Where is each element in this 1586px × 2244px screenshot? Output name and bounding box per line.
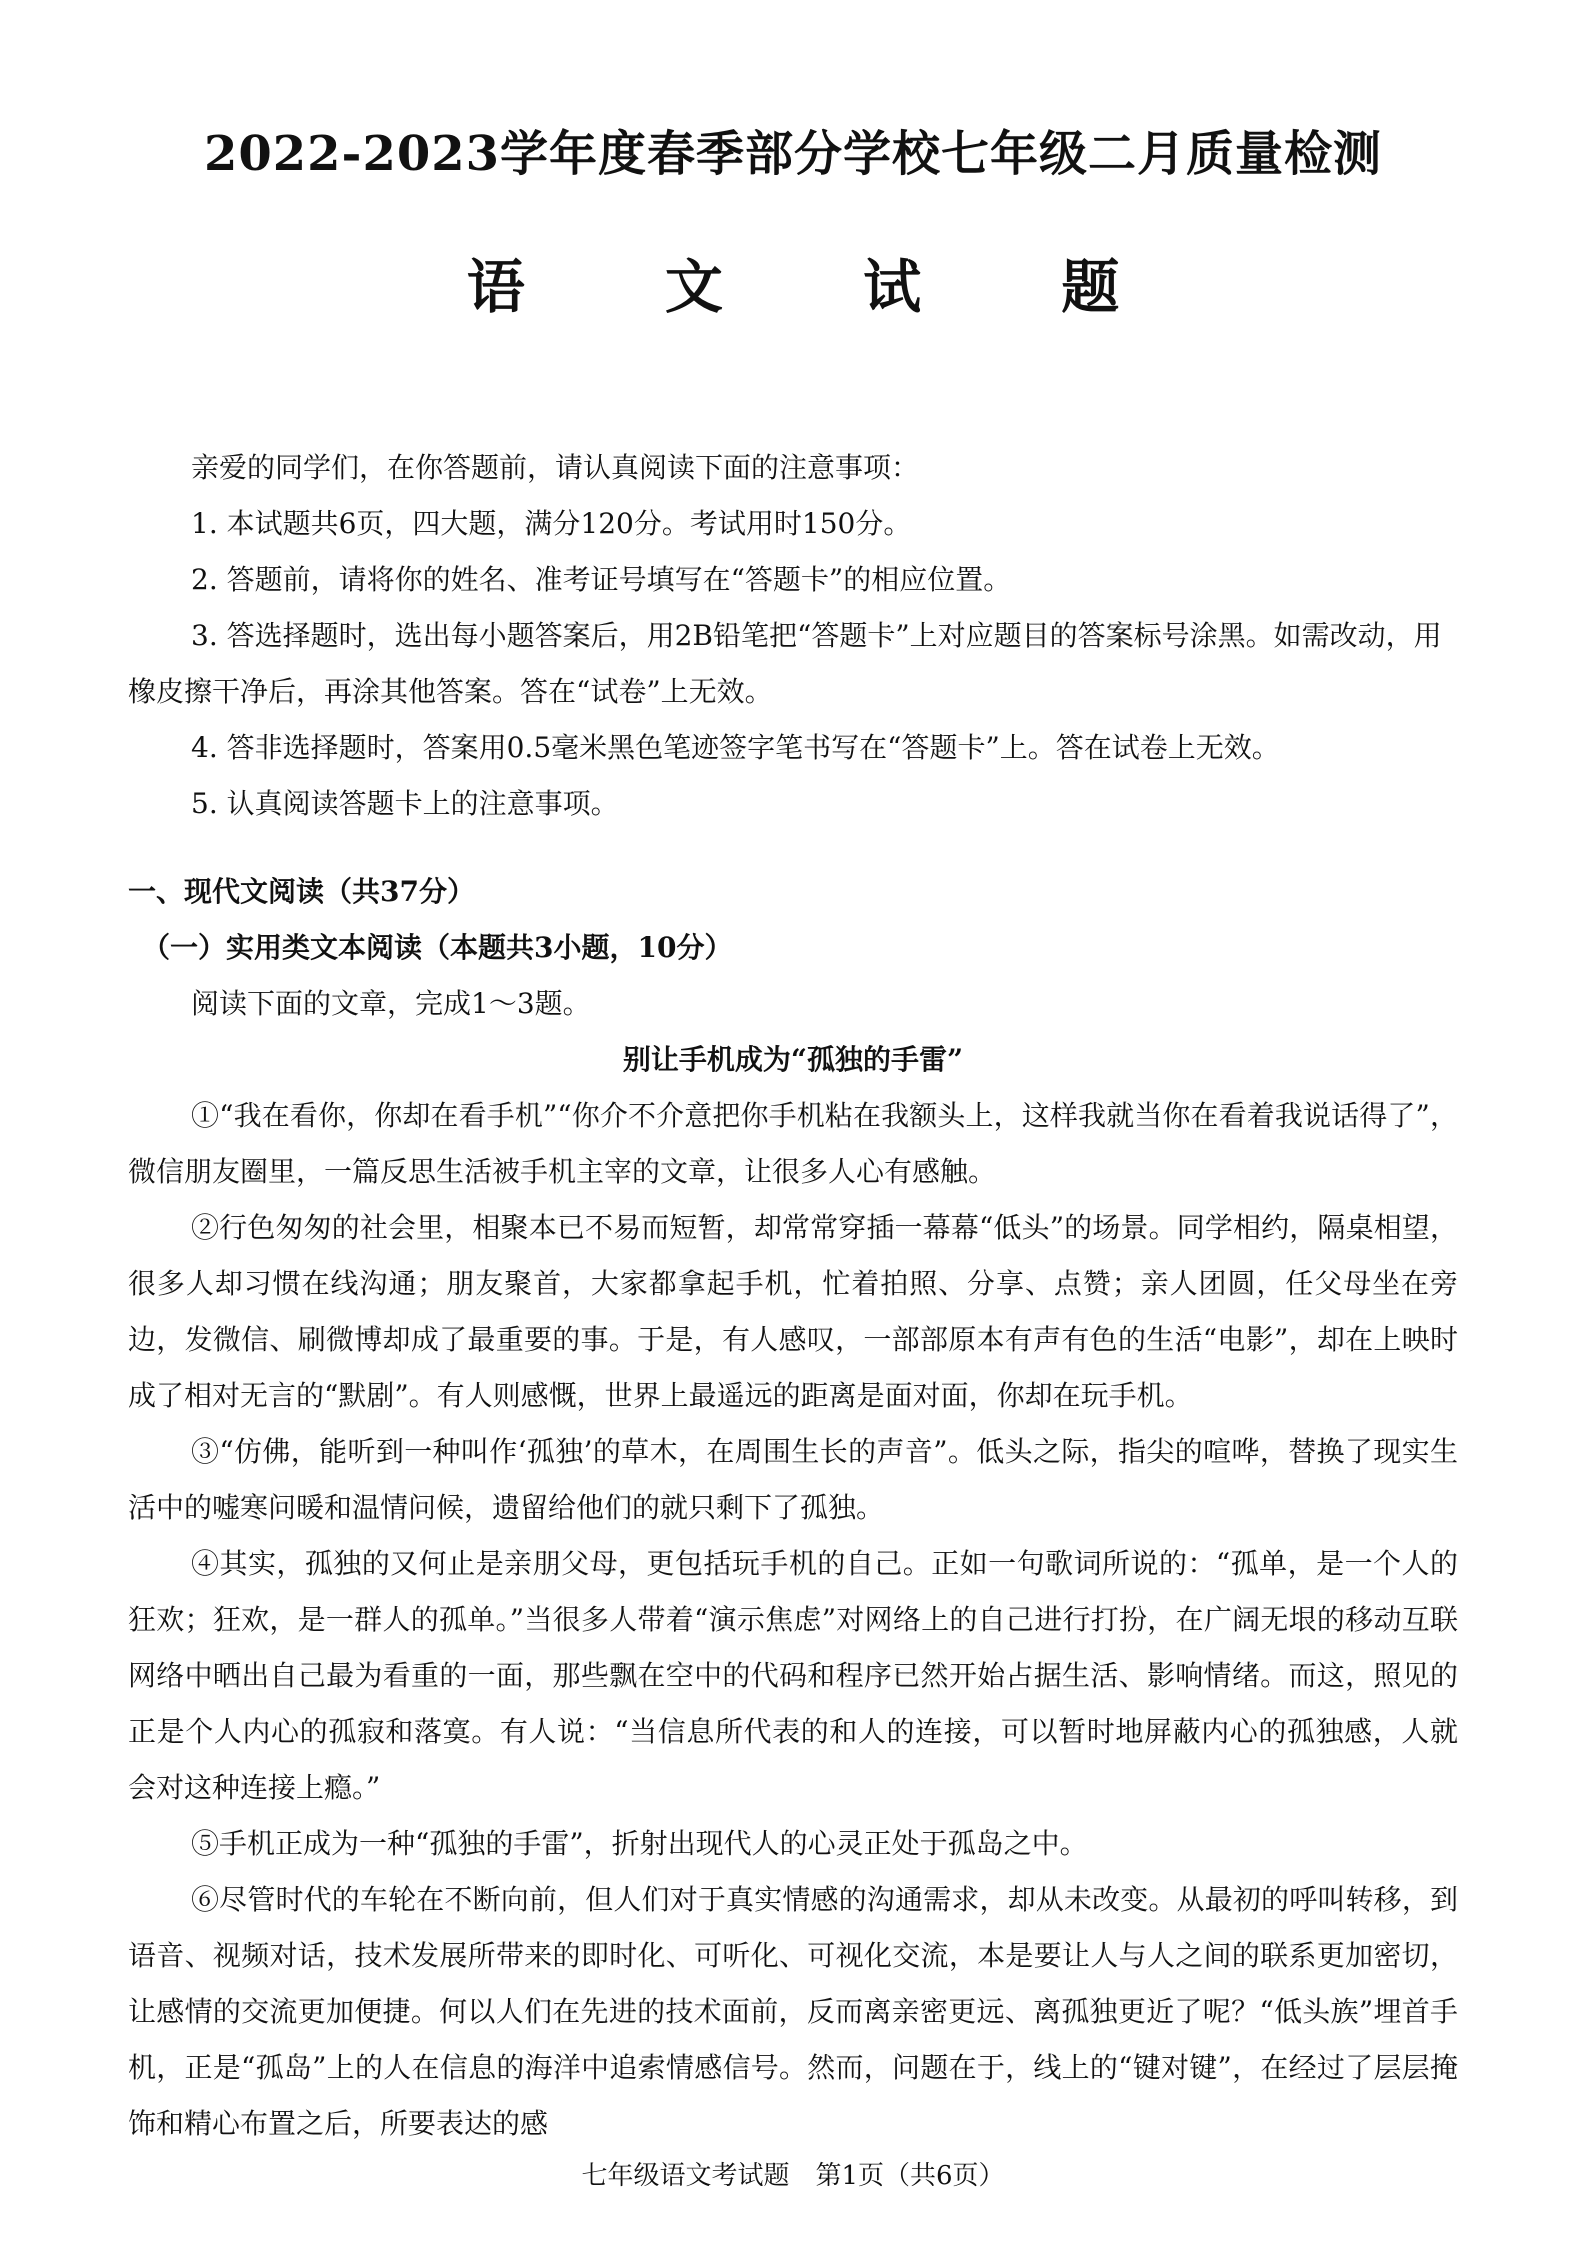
notice-block (128, 440, 1458, 832)
notice-item: 5. 认真阅读答题卡上的注意事项。 (191, 787, 619, 820)
article-title: 别让手机成为“孤独的手雷” (622, 1043, 964, 1076)
notice-item: 3. 答选择题时，选出每小题答案后，用2B铅笔把“答题卡”上对应题目的答案标号涂黑。如需改动，用橡皮擦干净后，再涂其他答案。答在“试卷”上无效。 (128, 619, 1442, 708)
section-instruction: 阅读下面的文章，完成1～3题。 (191, 987, 591, 1020)
notice-item: 2. 答题前，请将你的姓名、准考证号填写在“答题卡”的相应位置。 (191, 563, 1012, 596)
section-subheading: （一）实用类文本阅读（本题共3小题，10分） (142, 931, 733, 964)
article-paragraph: ②行色匆匆的社会里，相聚本已不易而短暂，却常常穿插一幕幕“低头”的场景。同学相约，隔桌相望，很多人却习惯在线沟通；朋友聚首，大家都拿起手机，忙着拍照、分享、点赞；亲人团圆，任父母坐在旁边，发微信、刷微博却成了最重要的事。于是，有人感叹，一部部原本有声有色的生活“电影”，却在上映时成了相对无言的“默剧”。有人则感慨，世界上最遥远的距离是面对面，你却在玩手机。 (128, 1211, 1458, 1412)
article-paragraph: ①“我在看你，你却在看手机”“你介不介意把你手机粘在我额头上，这样我就当你在看着我说话得了”，微信朋友圈里，一篇反思生活被手机主宰的文章，让很多人心有感触。 (128, 1099, 1458, 1188)
exam-title: 2022-2023学年度春季部分学校七年级二月质量检测 (203, 126, 1383, 182)
reading-section (128, 864, 1458, 2152)
article-paragraph: ⑤手机正成为一种“孤独的手雷”，折射出现代人的心灵正处于孤岛之中。 (191, 1827, 1088, 1860)
article-paragraph: ④其实，孤独的又何止是亲朋父母，更包括玩手机的自己。正如一句歌词所说的：“孤单，是一个人的狂欢；狂欢，是一群人的孤单。”当很多人带着“演示焦虑”对网络上的自己进行打扮，在广阔无垠的移动互联网络中晒出自己最为看重的一面，那些飘在空中的代码和程序已然开始占据生活、影响情绪。而这，照见的正是个人内心的孤寂和落寞。有人说：“当信息所代表的和人的连接，可以暂时地屏蔽内心的孤独感，人就会对这种连接上瘾。” (128, 1547, 1458, 1804)
article-paragraph: ⑥尽管时代的车轮在不断向前，但人们对于真实情感的沟通需求，却从未改变。从最初的呼叫转移，到语音、视频对话，技术发展所带来的即时化、可听化、可视化交流，本是要让人与人之间的联系更加密切，让感情的交流更加便捷。何以人们在先进的技术面前，反而离亲密更远、离孤独更近了呢？“低头族”埋首手机，正是“孤岛”上的人在信息的海洋中追索情感信号。然而，问题在于，线上的“键对键”，在经过了层层掩饰和精心布置之后，所要表达的感 (128, 1883, 1458, 2140)
subject-title: 语 文 试 题 (466, 253, 1180, 321)
notice-intro: 亲爱的同学们，在你答题前，请认真阅读下面的注意事项： (191, 451, 920, 484)
article-paragraph: ③“仿佛，能听到一种叫作‘孤独’的草木，在周围生长的声音”。低头之际，指尖的喧哗，替换了现实生活中的嘘寒问暖和温情问候，遗留给他们的就只剩下了孤独。 (128, 1435, 1458, 1524)
page-footer: 七年级语文考试题 第1页（共6页） (581, 2161, 1005, 2191)
notice-item: 1. 本试题共6页，四大题，满分120分。考试用时150分。 (191, 507, 912, 540)
section-heading: 一、现代文阅读（共37分） (128, 875, 475, 908)
notice-item: 4. 答非选择题时，答案用0.5毫米黑色笔迹签字笔书写在“答题卡”上。答在试卷上无效。 (191, 731, 1280, 764)
